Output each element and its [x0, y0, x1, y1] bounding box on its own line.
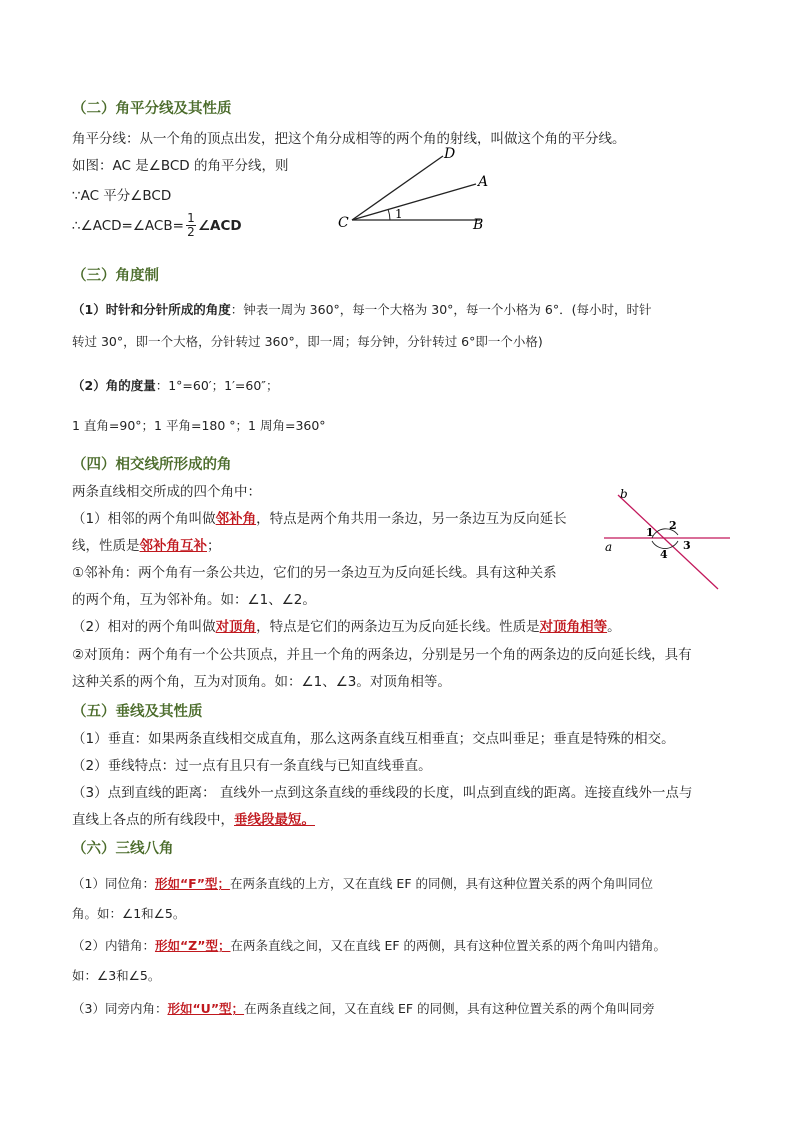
section-heading-angle-bisector: （二）角平分线及其性质	[72, 101, 232, 117]
adjacent-angle-line1: （1）相邻的两个角叫做邻补角，特点是两个角共用一条边，另一条边互为反向延长	[72, 511, 567, 527]
label-angle-2: 2	[669, 519, 677, 532]
alternate-angle-line2: 如：∠3和∠5。	[72, 968, 161, 983]
angle-bisector-figure	[330, 140, 510, 240]
interior-angle-line1: （3）同旁内角：形如“U”型；在两条直线之间，又在直线 EF 的同侧，具有这种位置关系的两个角叫同旁	[72, 1001, 655, 1016]
term-adjacent-supplementary: 邻补角	[215, 511, 257, 527]
label-angle-3: 3	[683, 539, 691, 552]
angle-arc	[388, 209, 390, 220]
intersecting-lines-figure	[600, 485, 734, 595]
fraction-half	[186, 212, 196, 239]
ray-ca	[352, 184, 476, 220]
shortest-segment-line: 直线上各点的所有线段中，垂线段最短。	[72, 812, 315, 828]
perpendicular-property: （2）垂线特点：过一点有且只有一条直线与已知直线垂直。	[72, 758, 432, 774]
adjacent-angle-line2: 线，性质是邻补角互补；	[72, 538, 221, 554]
clock-angle-line1: （1）时针和分针所成的角度：钟表一周为 360°，每一个大格为 30°，每一个小格为 6°．(每小时，时针	[72, 302, 652, 317]
label-angle-1: 1	[395, 207, 403, 221]
adjacent-angle-note2: 的两个角，互为邻补角。如：∠1、∠2。	[72, 592, 316, 608]
vertical-angle-note1: ②对顶角：两个角有一个公共顶点，并且一个角的两条边，分别是另一个角的两条边的反向延长线，具有	[72, 647, 692, 663]
label-b: B	[473, 217, 484, 233]
term-z-shape: 形如“Z”型；	[154, 938, 231, 953]
therefore-prefix: ∴∠ACD=∠ACB=	[72, 217, 184, 234]
alternate-angle-line1: （2）内错角：形如“Z”型；在两条直线之间，又在直线 EF 的两侧，具有这种位置关系的两个角叫内错角。	[72, 938, 667, 953]
therefore-suffix: ∠ACD	[197, 217, 242, 234]
because-statement: ∵AC 平分∠BCD	[72, 188, 172, 204]
label-d: D	[444, 146, 456, 162]
term-u-shape: 形如“U”型；	[167, 1001, 245, 1016]
fraction-numerator: 1	[187, 211, 195, 225]
label-a: A	[478, 174, 489, 190]
term-shortest-perpendicular: 垂线段最短。	[234, 812, 315, 828]
angle-measure-title: （2）角的度量	[72, 378, 156, 393]
angle-units-line: 1 直角=90°；1 平角=180 °；1 周角=360°	[72, 418, 326, 433]
fraction-denominator: 2	[187, 225, 195, 239]
section-heading-angle-system: （三）角度制	[72, 268, 159, 284]
angle-measure-line: （2）角的度量：1°=60′；1′=60″；	[72, 378, 279, 393]
term-vertical-angle: 对顶角	[215, 619, 257, 635]
label-c: C	[338, 215, 349, 231]
label-angle-4: 4	[660, 548, 668, 561]
section-heading-intersecting-lines: （四）相交线所形成的角	[72, 457, 232, 473]
clock-angle-title: （1）时针和分针所成的角度	[72, 302, 231, 317]
point-line-distance: （3）点到直线的距离： 直线外一点到这条直线的垂线段的长度，叫点到直线的距离。连接直线外一点与	[72, 785, 693, 801]
label-line-b: b	[620, 487, 628, 501]
therefore-statement	[72, 212, 242, 239]
term-supplementary-property: 邻补角互补	[139, 538, 207, 554]
term-vertical-equal: 对顶角相等	[539, 619, 608, 635]
section-heading-perpendicular: （五）垂线及其性质	[72, 704, 203, 720]
intersect-intro: 两条直线相交所成的四个角中：	[72, 484, 261, 500]
clock-angle-line2: 转过 30°，即一个大格，分针转过 360°，即一周；每分钟，分针转过 6°即一个小格)	[72, 334, 543, 349]
term-f-shape: 形如“F”型；	[154, 876, 230, 891]
label-angle-1: 1	[646, 526, 654, 539]
section-heading-three-lines: （六）三线八角	[72, 841, 174, 857]
bisector-example: 如图：AC 是∠BCD 的角平分线，则	[72, 158, 289, 174]
bisector-definition: 角平分线：从一个角的顶点出发，把这个角分成相等的两个角的射线，叫做这个角的平分线。	[72, 131, 626, 147]
line-b	[618, 495, 718, 589]
adjacent-angle-note1: ①邻补角：两个角有一条公共边，它们的另一条边互为反向延长线。具有这种关系	[72, 565, 557, 581]
vertical-angle-line: （2）相对的两个角叫做对顶角，特点是它们的两条边互为反向延长线。性质是对顶角相等。	[72, 619, 621, 635]
corresponding-angle-line2: 角。如：∠1和∠5。	[72, 906, 186, 921]
vertical-angle-note2: 这种关系的两个角，互为对顶角。如：∠1、∠3。对顶角相等。	[72, 674, 451, 690]
corresponding-angle-line1: （1）同位角：形如“F”型；在两条直线的上方，又在直线 EF 的同侧，具有这种位置关系的两个角叫同位	[72, 876, 653, 891]
label-line-a: a	[605, 540, 613, 554]
perpendicular-definition: （1）垂直：如果两条直线相交成直角，那么这两条直线互相垂直；交点叫垂足；垂直是特殊的相交。	[72, 731, 675, 747]
